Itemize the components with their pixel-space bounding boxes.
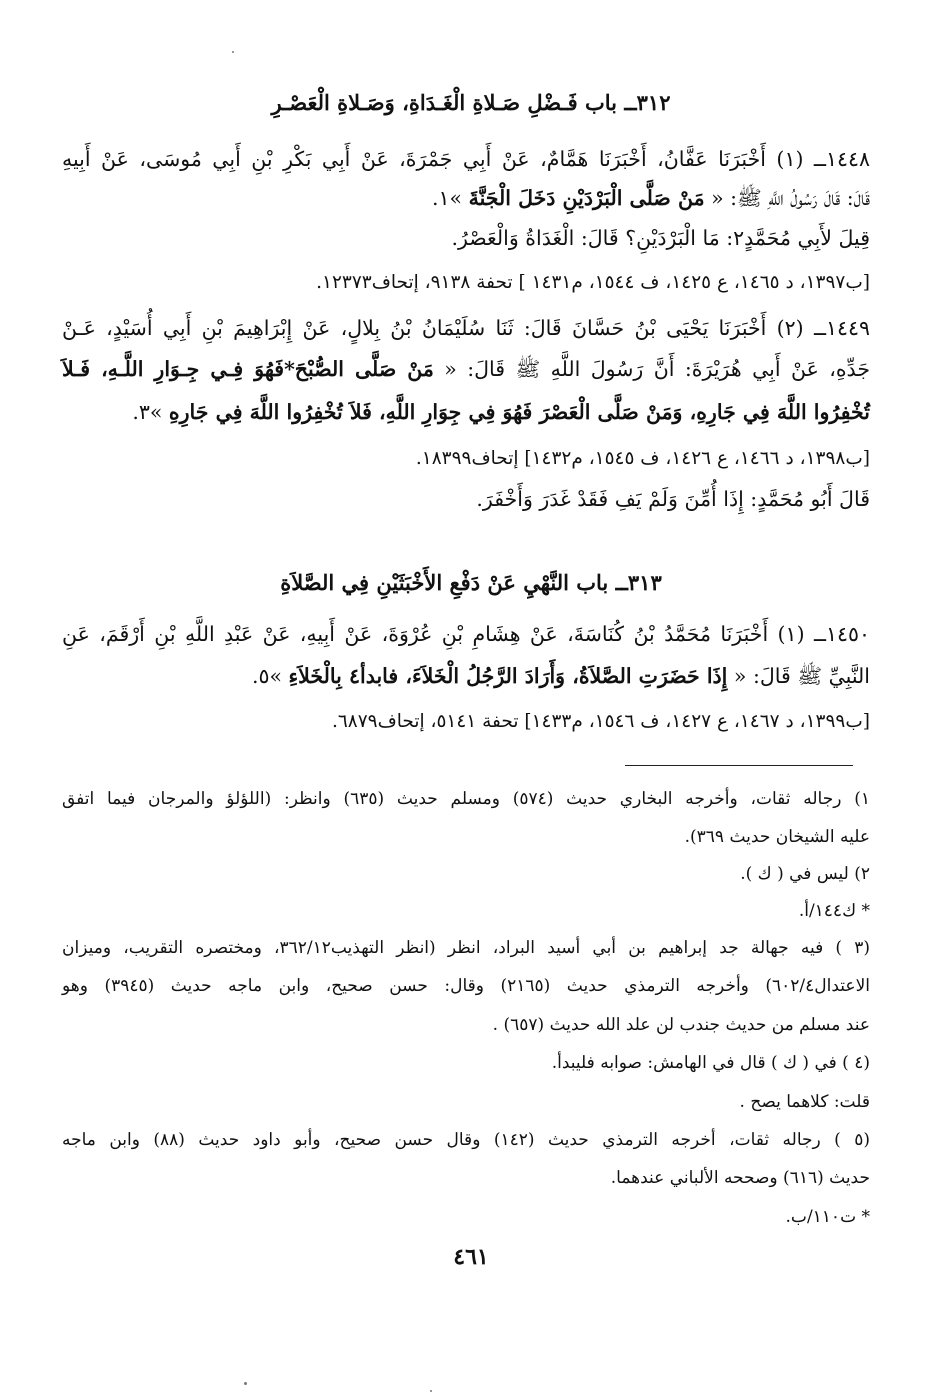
- hadith-1450-line-1: ١٤٥٠ــ (١) أَخْبَرَنَا مُحَمَّدُ بْنُ كُنَاسَةَ، عَنْ هِشَامِ بْنِ عُرْوَةَ، عَنْ أَبِيهِ، عَنْ عَبْدِ اللَّهِ بْنِ أَرْقَمَ، عَنِ: [62, 622, 870, 646]
- hadith-1449-line-2: جَدِّهِ، عَنْ أَبِي هُرَيْرَةَ: أَنَّ رَسُولَ اللَّهِ ﷺ قَالَ: « مَنْ صَلَّى الصُّبْحَ*فَهُوَ فِـي جِـوَارِ اللَّـهِ، فَـلاَ: [62, 357, 870, 381]
- chapter-312-title: ٣١٢ــ باب فَـضْلِ صَـلاةِ الْغَـدَاةِ، وَصَـلاةِ الْعَصْـرِ: [271, 90, 671, 115]
- footnote-1-line-1: ١) رجاله ثقات، وأخرجه البخاري حديث (٥٧٤) ومسلم حديث (٦٣٥) وانظر: (اللؤلؤ والمرجان فيما اتفق: [62, 789, 871, 809]
- scan-speck: [232, 51, 234, 53]
- hadith-1448-line-2: قَالَ: قَالَ رَسُولُ اللَّهِ ﷺ: « مَنْ صَلَّى الْبَرْدَيْنِ دَخَلَ الْجَنَّةَ »١.: [431, 186, 870, 210]
- footnote-5-line-1: (٥ ) رجاله ثقات، أخرجه الترمذي حديث (١٤٢) وقال حسن صحيح، وأبو داود حديث (٨٨) وابن ماجه: [62, 1130, 870, 1150]
- footnote-manuscript-mark-1: * ك١٤٤/أ.: [798, 901, 870, 921]
- footnote-4-comment: قلت: كلاهما يصح .: [739, 1092, 870, 1112]
- hadith-1450-line-2: النَّبِيِّ ﷺ قَالَ: « إِذَا حَضَرَتِ الصَّلاَةُ، وَأَرَادَ الرَّجُلُ الْخَلاَءَ، فابدأ٤ بِالْخَلاَءِ »٥.: [251, 664, 870, 688]
- footnote-separator: [625, 765, 853, 766]
- scan-speck: [244, 1382, 247, 1385]
- hadith-1450-matn: إِذَا حَضَرَتِ الصَّلاَةُ، وَأَرَادَ الرَّجُلُ الْخَلاَءَ، فابدأ٤ بِالْخَلاَءِ: [288, 664, 728, 688]
- hadith-1449-matn-part-2: تُخْفِرُوا اللَّهَ فِي جَارِهِ، وَمَنْ صَلَّى الْعَصْرَ فَهُوَ فِي جِوَارِ اللَّهِ، فَلاَ تُخْفِرُوا اللَّهَ فِي جَارِهِ: [168, 400, 870, 424]
- hadith-1448-line-1: ١٤٤٨ــ (١) أَخْبَرَنَا عَفَّانُ، أَخْبَرَنَا هَمَّامٌ، عَنْ أَبِي جَمْرَةَ، عَنْ أَبِي بَكْرِ بْنِ أَبِي مُوسَى، عَنْ أَبِيهِ: [62, 147, 870, 171]
- chapter-313-title: ٣١٣ــ باب النَّهْيِ عَنْ دَفْعِ الأَخْبَثَيْنِ فِي الصَّلاَةِ: [280, 570, 662, 595]
- scan-speck: [430, 1390, 432, 1392]
- hadith-1448-matn: مَنْ صَلَّى الْبَرْدَيْنِ دَخَلَ الْجَنَّةَ: [468, 186, 705, 210]
- hadith-1449-comment: قَالَ أَبُو مُحَمَّدٍ: إِذَا أُمِّنَ وَلَمْ يَفِ فَقَدْ غَدَرَ وَأَخْفَرَ.: [476, 487, 870, 511]
- footnote-3-line-2: الاعتدال٦٠٢/٤) وأخرجه الترمذي حديث (٢١٦٥) وقال: حسن صحيح، وابن ماجه حديث (٣٩٤٥) وهو: [62, 976, 870, 996]
- hadith-1448-line-3: قِيلَ لأَبِي مُحَمَّدٍ٢: مَا الْبَرْدَيْنِ؟ قَالَ: الْغَدَاةُ وَالْعَصْرُ.: [451, 226, 870, 250]
- hadith-1449-matn-part-1: مَنْ صَلَّى الصُّبْحَ*فَهُوَ فِـي جِـوَارِ اللَّـهِ، فَـلاَ: [62, 357, 434, 381]
- footnote-1-line-2: عليه الشيخان حديث ٣٦٩).: [684, 827, 870, 847]
- page-number: ٤٦١: [453, 1244, 489, 1270]
- footnote-2: ٢) ليس في ( ك ).: [740, 864, 870, 884]
- footnote-manuscript-mark-2: * ت١١٠/ب.: [785, 1207, 870, 1227]
- footnote-5-line-2: حديث (٦١٦) وصححه الألباني عندهما.: [610, 1168, 870, 1188]
- footnote-4: (٤ ) في ( ك ) قال في الهامش: صوابه فليبدأ.: [551, 1053, 870, 1073]
- hadith-1449-line-1: ١٤٤٩ــ (٢) أَخْبَرَنَا يَحْيَى بْنُ حَسَّانَ قَالَ: ثَنَا سُلَيْمَانُ بْنُ بِلالٍ، عَنْ إِبْرَاهِيمَ بْنِ أَبِي أُسَيْدٍ، عَـنْ: [62, 316, 870, 340]
- footnote-3-line-1: (٣ ) فيه جهالة جد إبراهيم بن أبي أسيد البراد، انظر (انظر التهذيب٣٦٢/١٢، ومختصره التقريب، وميزان: [62, 938, 870, 958]
- hadith-1450-references: [ب١٣٩٩، د ١٤٦٧، ع ١٤٢٧، ف ١٥٤٦، م١٤٣٣] تحفة ٥١٤١، إتحاف٦٨٧٩.: [331, 711, 870, 732]
- footnote-3-line-3: عند مسلم من حديث جندب لن علد الله حديث (٦٥٧) .: [492, 1015, 870, 1035]
- hadith-1449-references: [ب١٣٩٨، د ١٤٦٦، ع ١٤٢٦، ف ١٥٤٥، م١٤٣٢] إتحاف١٨٣٩٩.: [415, 448, 870, 469]
- hadith-1448-references: [ب١٣٩٧، د ١٤٦٥، ع ١٤٢٥، ف ١٥٤٤، م١٤٣١ ] تحفة ٩١٣٨، إتحاف١٢٣٧٣.: [316, 272, 870, 293]
- hadith-1449-line-3: تُخْفِرُوا اللَّهَ فِي جَارِهِ، وَمَنْ صَلَّى الْعَصْرَ فَهُوَ فِي جِوَارِ اللَّهِ، فَلاَ تُخْفِرُوا اللَّهَ فِي جَارِهِ »٣.: [132, 400, 870, 424]
